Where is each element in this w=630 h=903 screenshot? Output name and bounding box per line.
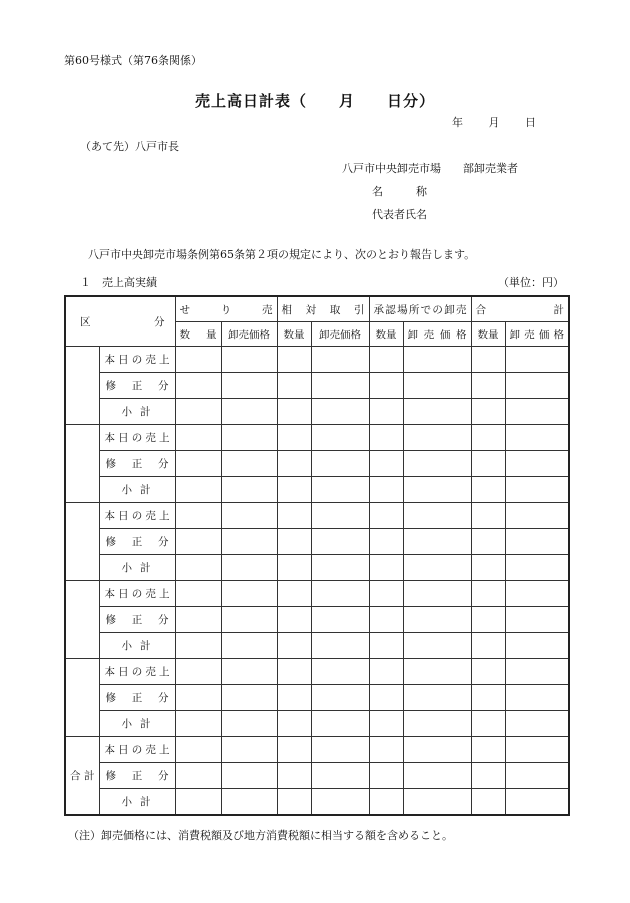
price-cell[interactable]: [403, 737, 471, 763]
qty-cell[interactable]: [175, 581, 221, 607]
price-cell[interactable]: [221, 711, 277, 737]
price-cell[interactable]: [311, 399, 369, 425]
price-cell[interactable]: [311, 659, 369, 685]
price-cell[interactable]: [403, 711, 471, 737]
qty-cell[interactable]: [471, 685, 505, 711]
qty-cell[interactable]: [369, 503, 403, 529]
price-header: 卸売価格: [221, 322, 277, 347]
qty-cell[interactable]: [175, 451, 221, 477]
price-cell[interactable]: [221, 347, 277, 373]
qty-cell[interactable]: [471, 529, 505, 555]
price-cell[interactable]: [403, 659, 471, 685]
price-cell[interactable]: [311, 789, 369, 816]
price-cell[interactable]: [505, 737, 569, 763]
qty-cell[interactable]: [471, 659, 505, 685]
row-label: 本日の売上: [99, 503, 175, 529]
qty-cell[interactable]: [471, 737, 505, 763]
price-cell[interactable]: [505, 503, 569, 529]
price-header: 卸売価格: [505, 322, 569, 347]
price-cell[interactable]: [311, 425, 369, 451]
row-label: 小計: [99, 399, 175, 425]
qty-cell[interactable]: [277, 607, 311, 633]
kubun-header: 区分: [65, 296, 175, 347]
price-cell[interactable]: [221, 503, 277, 529]
qty-cell[interactable]: [471, 399, 505, 425]
qty-cell[interactable]: [175, 529, 221, 555]
qty-cell[interactable]: [369, 789, 403, 816]
qty-cell[interactable]: [369, 659, 403, 685]
table-row: [65, 555, 569, 581]
qty-cell[interactable]: [471, 555, 505, 581]
price-cell[interactable]: [403, 633, 471, 659]
qty-cell[interactable]: [369, 607, 403, 633]
document-title: 売上高日計表（ 月 日分）: [194, 92, 435, 110]
qty-header: 数量: [175, 322, 221, 347]
price-cell[interactable]: [311, 607, 369, 633]
qty-cell[interactable]: [175, 711, 221, 737]
table-row: [65, 477, 569, 503]
table-row: [65, 503, 569, 529]
price-header: 卸売価格: [311, 322, 369, 347]
row-label: 修正分: [99, 373, 175, 399]
price-cell[interactable]: [311, 555, 369, 581]
price-cell[interactable]: [311, 633, 369, 659]
price-cell[interactable]: [221, 529, 277, 555]
qty-cell[interactable]: [277, 477, 311, 503]
row-label: 小計: [99, 633, 175, 659]
price-cell[interactable]: [505, 581, 569, 607]
price-cell[interactable]: [221, 581, 277, 607]
price-cell[interactable]: [221, 425, 277, 451]
price-cell[interactable]: [403, 425, 471, 451]
table-row: [65, 633, 569, 659]
sender-representative-label: 代表者氏名: [372, 208, 427, 221]
qty-cell[interactable]: [471, 347, 505, 373]
table-row: [65, 399, 569, 425]
qty-cell[interactable]: [175, 477, 221, 503]
qty-cell[interactable]: [369, 555, 403, 581]
qty-cell[interactable]: [277, 633, 311, 659]
qty-cell[interactable]: [471, 789, 505, 816]
table-row: [65, 373, 569, 399]
group-label-cell: [65, 425, 99, 503]
row-label: 小計: [99, 477, 175, 503]
qty-cell[interactable]: [277, 399, 311, 425]
table-row: [65, 659, 569, 685]
price-cell[interactable]: [505, 477, 569, 503]
qty-cell[interactable]: [277, 347, 311, 373]
sender-organization: 八戸市中央卸売市場 部卸売業者: [342, 162, 518, 175]
price-cell[interactable]: [311, 581, 369, 607]
qty-cell[interactable]: [369, 451, 403, 477]
row-label: 本日の売上: [99, 659, 175, 685]
table-row: [65, 581, 569, 607]
total-group-label: 合計: [65, 737, 99, 816]
table-row: [65, 711, 569, 737]
statement-text: 八戸市中央卸売市場条例第65条第２項の規定により、次のとおり報告します。: [88, 248, 476, 261]
group-label-cell: [65, 503, 99, 581]
table-row: [65, 425, 569, 451]
row-label: 小計: [99, 555, 175, 581]
qty-cell[interactable]: [175, 607, 221, 633]
price-cell[interactable]: [311, 373, 369, 399]
row-label: 修正分: [99, 451, 175, 477]
price-cell[interactable]: [311, 477, 369, 503]
qty-cell[interactable]: [369, 581, 403, 607]
price-cell[interactable]: [505, 789, 569, 816]
qty-cell[interactable]: [277, 685, 311, 711]
price-cell[interactable]: [403, 763, 471, 789]
qty-cell[interactable]: [277, 425, 311, 451]
group-header-total: 合計: [471, 296, 569, 322]
qty-cell[interactable]: [175, 685, 221, 711]
price-cell[interactable]: [311, 529, 369, 555]
price-cell[interactable]: [505, 555, 569, 581]
price-cell[interactable]: [403, 789, 471, 816]
qty-cell[interactable]: [471, 633, 505, 659]
qty-cell[interactable]: [471, 503, 505, 529]
qty-header: 数量: [369, 322, 403, 347]
price-cell[interactable]: [403, 399, 471, 425]
price-cell[interactable]: [403, 477, 471, 503]
price-cell[interactable]: [505, 425, 569, 451]
group-label-cell: [65, 581, 99, 659]
unit-label: （単位：円）: [498, 276, 564, 289]
qty-cell[interactable]: [369, 685, 403, 711]
qty-cell[interactable]: [175, 737, 221, 763]
price-cell[interactable]: [403, 607, 471, 633]
price-cell[interactable]: [505, 347, 569, 373]
price-cell[interactable]: [221, 633, 277, 659]
price-cell[interactable]: [403, 685, 471, 711]
qty-cell[interactable]: [175, 503, 221, 529]
qty-cell[interactable]: [471, 763, 505, 789]
price-cell[interactable]: [505, 711, 569, 737]
qty-cell[interactable]: [369, 711, 403, 737]
qty-cell[interactable]: [175, 399, 221, 425]
table-row: [65, 607, 569, 633]
qty-cell[interactable]: [369, 347, 403, 373]
qty-cell[interactable]: [369, 477, 403, 503]
row-label: 小計: [99, 711, 175, 737]
price-cell[interactable]: [505, 633, 569, 659]
price-cell[interactable]: [221, 737, 277, 763]
table-row: [65, 451, 569, 477]
price-cell[interactable]: [311, 503, 369, 529]
footnote: （注）卸売価格には、消費税額及び地方消費税額に相当する額を含めること。: [68, 829, 453, 842]
qty-cell[interactable]: [175, 347, 221, 373]
qty-cell[interactable]: [175, 659, 221, 685]
price-cell[interactable]: [221, 607, 277, 633]
row-label: 修正分: [99, 607, 175, 633]
qty-header: 数量: [471, 322, 505, 347]
row-label: 修正分: [99, 685, 175, 711]
price-cell[interactable]: [221, 477, 277, 503]
group-header-seri: せり売: [175, 296, 277, 322]
qty-cell[interactable]: [277, 451, 311, 477]
price-cell[interactable]: [221, 373, 277, 399]
qty-cell[interactable]: [471, 451, 505, 477]
group-label-cell: [65, 347, 99, 425]
qty-cell[interactable]: [277, 581, 311, 607]
qty-cell[interactable]: [277, 737, 311, 763]
table-row: [65, 763, 569, 789]
price-cell[interactable]: [221, 685, 277, 711]
qty-cell[interactable]: [277, 659, 311, 685]
sender-name-label: 名 称: [372, 185, 427, 198]
qty-cell[interactable]: [277, 555, 311, 581]
table-row: [65, 737, 569, 763]
qty-cell[interactable]: [369, 737, 403, 763]
qty-cell[interactable]: [277, 711, 311, 737]
qty-cell[interactable]: [369, 529, 403, 555]
price-cell[interactable]: [221, 763, 277, 789]
price-cell[interactable]: [311, 451, 369, 477]
price-cell[interactable]: [221, 659, 277, 685]
qty-cell[interactable]: [369, 633, 403, 659]
price-cell[interactable]: [221, 399, 277, 425]
form-number: 第60号様式（第76条関係）: [64, 54, 202, 67]
qty-header: 数量: [277, 322, 311, 347]
table-row: [65, 347, 569, 373]
qty-cell[interactable]: [175, 789, 221, 816]
qty-cell[interactable]: [471, 711, 505, 737]
price-cell[interactable]: [505, 399, 569, 425]
group-header-shonin: 承認場所での卸売: [369, 296, 471, 322]
sales-table: [64, 295, 570, 816]
section-title: １ 売上高実績: [80, 276, 157, 289]
price-cell[interactable]: [221, 789, 277, 816]
price-cell[interactable]: [311, 711, 369, 737]
price-cell[interactable]: [505, 529, 569, 555]
row-label: 小計: [99, 789, 175, 816]
price-cell[interactable]: [505, 763, 569, 789]
qty-cell[interactable]: [277, 763, 311, 789]
group-label-cell: [65, 659, 99, 737]
price-cell[interactable]: [505, 607, 569, 633]
price-cell[interactable]: [403, 581, 471, 607]
price-cell[interactable]: [403, 373, 471, 399]
price-cell[interactable]: [403, 529, 471, 555]
price-cell[interactable]: [403, 555, 471, 581]
qty-cell[interactable]: [277, 373, 311, 399]
price-header: 卸売価格: [403, 322, 471, 347]
qty-cell[interactable]: [369, 763, 403, 789]
qty-cell[interactable]: [471, 607, 505, 633]
qty-cell[interactable]: [471, 581, 505, 607]
price-cell[interactable]: [311, 737, 369, 763]
group-header-aitai: 相対取引: [277, 296, 369, 322]
date-line: 年 月 日: [452, 116, 536, 129]
price-cell[interactable]: [505, 451, 569, 477]
qty-cell[interactable]: [175, 633, 221, 659]
addressee: （あて先）八戸市長: [80, 140, 179, 153]
price-cell[interactable]: [311, 685, 369, 711]
price-cell[interactable]: [221, 555, 277, 581]
row-label: 本日の売上: [99, 737, 175, 763]
qty-cell[interactable]: [369, 373, 403, 399]
table-row: [65, 529, 569, 555]
qty-cell[interactable]: [369, 425, 403, 451]
row-label: 本日の売上: [99, 581, 175, 607]
qty-cell[interactable]: [277, 529, 311, 555]
price-cell[interactable]: [505, 659, 569, 685]
qty-cell[interactable]: [175, 555, 221, 581]
price-cell[interactable]: [403, 503, 471, 529]
price-cell[interactable]: [505, 685, 569, 711]
row-label: 本日の売上: [99, 425, 175, 451]
price-cell[interactable]: [403, 347, 471, 373]
price-cell[interactable]: [505, 373, 569, 399]
qty-cell[interactable]: [471, 477, 505, 503]
row-label: 修正分: [99, 529, 175, 555]
qty-cell[interactable]: [175, 373, 221, 399]
table-row: [65, 789, 569, 816]
price-cell[interactable]: [311, 763, 369, 789]
row-label: 本日の売上: [99, 347, 175, 373]
table-row: [65, 685, 569, 711]
price-cell[interactable]: [311, 347, 369, 373]
price-cell[interactable]: [403, 451, 471, 477]
row-label: 修正分: [99, 763, 175, 789]
qty-cell[interactable]: [277, 503, 311, 529]
qty-cell[interactable]: [471, 373, 505, 399]
price-cell[interactable]: [221, 451, 277, 477]
qty-cell[interactable]: [471, 425, 505, 451]
qty-cell[interactable]: [277, 789, 311, 816]
qty-cell[interactable]: [369, 399, 403, 425]
qty-cell[interactable]: [175, 763, 221, 789]
qty-cell[interactable]: [175, 425, 221, 451]
